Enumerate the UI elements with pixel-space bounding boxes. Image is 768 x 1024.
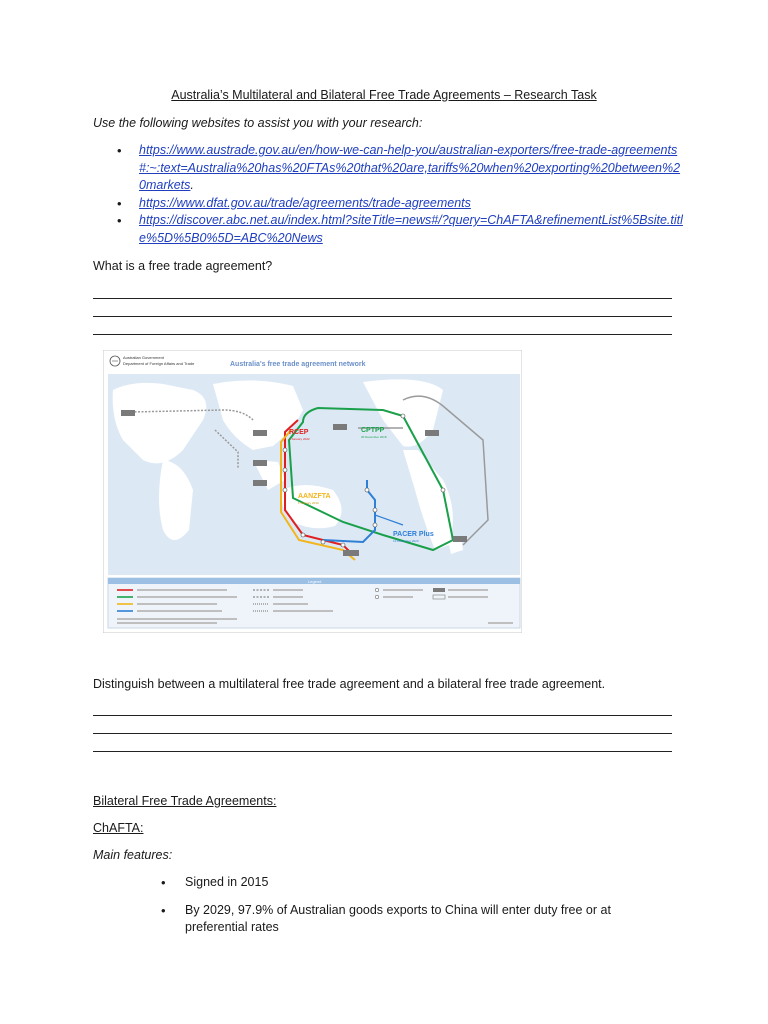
chafta-features-list bbox=[93, 874, 653, 947]
list-item bbox=[93, 874, 653, 891]
question-multilateral-vs-bilateral: Distinguish between a multilateral free trade agreement and a bilateral free trade agreement. bbox=[93, 677, 606, 691]
bullet-icon: • bbox=[117, 213, 122, 228]
intro-text: Use the following websites to assist you with your research: bbox=[93, 116, 423, 130]
answer-line[interactable] bbox=[93, 316, 672, 317]
main-features-label: Main features: bbox=[93, 848, 173, 862]
map-svg bbox=[103, 350, 522, 633]
map-title: Australia's free trade agreement network bbox=[230, 361, 366, 368]
heading-bilateral-ftas: Bilateral Free Trade Agreements: bbox=[93, 794, 277, 808]
legend-title: Legend bbox=[308, 579, 322, 584]
document-title: Australia’s Multilateral and Bilateral Free Trade Agreements – Research Task bbox=[171, 88, 597, 102]
answer-line[interactable] bbox=[93, 715, 672, 716]
map-header-department: Department of Foreign Affairs and Trade bbox=[123, 361, 195, 366]
bullet-icon: • bbox=[117, 195, 122, 211]
pacer-plus-date: 13 December 2020 bbox=[393, 539, 419, 543]
map-header-government: Australian Government bbox=[123, 355, 164, 360]
abc-news-link[interactable]: https://discover.abc.net.au/index.html?siteTitle=news#/?query=ChAFTA&refinementList%5Bsite.title%5D%5B0%5D=ABC%20News bbox=[139, 213, 683, 245]
heading-chafta: ChAFTA: bbox=[93, 821, 144, 835]
austrade-link[interactable]: https://www.austrade.gov.au/en/how-we-can-help-you/australian-exporters/free-trade-agreements#:~:text=Australia%20has%20FTAs%20that%20are,tariffs%20when%20exporting%20between%20markets bbox=[139, 143, 681, 192]
list-item bbox=[93, 902, 653, 936]
rcep-label: RCEP bbox=[289, 429, 309, 436]
research-links-list bbox=[93, 142, 683, 247]
bullet-icon: • bbox=[161, 875, 166, 890]
answer-line[interactable] bbox=[93, 733, 672, 734]
pacer-plus-label: PACER Plus bbox=[393, 531, 434, 538]
question-free-trade-agreement: What is a free trade agreement? bbox=[93, 259, 273, 273]
list-item: • https://www.austrade.gov.au/en/how-we-can-help-you/australian-exporters/free-trade-agreements#:~:text=Australia%20has%20FTAs%20that%20are,tariffs%20when%20exporting%20between%20markets. bbox=[117, 143, 681, 192]
fta-network-map bbox=[103, 350, 522, 633]
bullet-icon: • bbox=[117, 143, 122, 158]
bullet-icon: • bbox=[161, 903, 166, 918]
cptpp-date: 30 December 2018 bbox=[361, 435, 387, 439]
feature-text: Signed in 2015 bbox=[185, 875, 269, 889]
rcep-date: 1 January 2022 bbox=[289, 437, 310, 441]
list-item bbox=[93, 195, 683, 213]
answer-line[interactable] bbox=[93, 298, 672, 299]
aanzfta-label: AANZFTA bbox=[298, 493, 331, 500]
aanzfta-date: 1 January 2010 bbox=[298, 501, 319, 505]
cptpp-label: CPTPP bbox=[361, 427, 385, 434]
feature-text: By 2029, 97.9% of Australian goods exports to China will enter duty free or at preferential rates bbox=[185, 903, 611, 934]
dfat-link[interactable]: https://www.dfat.gov.au/trade/agreements/trade-agreements bbox=[139, 195, 471, 210]
answer-line[interactable] bbox=[93, 334, 672, 335]
answer-line[interactable] bbox=[93, 751, 672, 752]
list-item bbox=[93, 212, 683, 247]
